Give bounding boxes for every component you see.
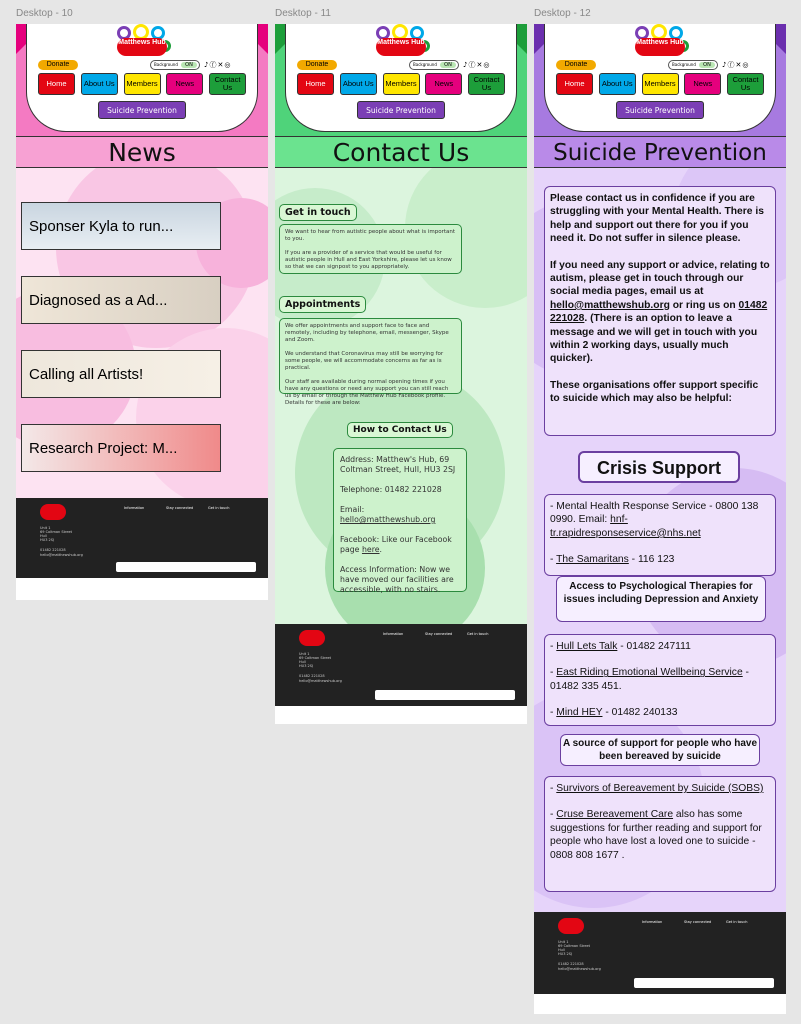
site-header xyxy=(16,24,268,136)
partner-logos xyxy=(116,562,256,572)
donate-button[interactable]: Donate xyxy=(556,60,596,70)
legal-strip xyxy=(275,706,527,724)
rapid-response-email-link[interactable]: hnf-tr.rapidresponseservice@nhs.net xyxy=(550,514,701,539)
site-header xyxy=(275,24,527,136)
background-toggle[interactable]: Background ON xyxy=(668,60,718,70)
contact-email: Email: hello@matthewshub.org xyxy=(340,505,436,524)
contact-details xyxy=(333,448,467,592)
suicide-prevention-button[interactable]: Suicide Prevention xyxy=(616,101,704,119)
footer-col-information: Information xyxy=(383,632,404,636)
prevention-body xyxy=(534,168,786,912)
phone-link[interactable]: 01482 221028 xyxy=(550,299,768,325)
contact-address: Address: Matthew's Hub, 69 Coltman Street, Hull, HU3 2SJ xyxy=(340,455,456,474)
get-in-touch-heading: Get in touch xyxy=(279,204,357,221)
frame-label: Desktop - 11 xyxy=(275,8,331,19)
contact-access: Access Information: Now we have moved our facilities are accessible, with no stairs. xyxy=(340,565,454,594)
main-nav xyxy=(38,73,246,95)
how-to-contact-heading: How to Contact Us xyxy=(347,422,453,438)
partner-logos xyxy=(634,978,774,988)
crisis-support-heading: Crisis Support xyxy=(578,451,740,483)
email-link[interactable]: hello@matthewshub.org xyxy=(340,515,436,524)
nav-members[interactable]: Members xyxy=(642,73,679,95)
donate-button[interactable]: Donate xyxy=(297,60,337,70)
social-icons[interactable]: ♪ⓕ✕◎ xyxy=(722,61,750,69)
nav-contact[interactable]: Contact Us xyxy=(209,73,246,95)
cruse-link[interactable]: Cruse Bereavement Care xyxy=(556,809,674,821)
background-toggle[interactable]: Background ON xyxy=(409,60,459,70)
footer-email[interactable]: hello@matthewshub.org xyxy=(40,553,83,557)
footer-col-touch: Get in touch xyxy=(726,920,748,924)
samaritans-link[interactable]: The Samaritans xyxy=(556,554,629,566)
social-icons[interactable]: ♪ⓕ✕◎ xyxy=(204,61,232,69)
footer-col-social: Stay connected xyxy=(166,506,194,510)
bereavement-heading: A source of support for people who have been bereaved by suicide xyxy=(560,734,760,766)
east-riding-link[interactable]: East Riding Emotional Wellbeing Service xyxy=(556,667,743,679)
mind-hey-link[interactable]: Mind HEY xyxy=(556,707,603,719)
frame-label: Desktop - 10 xyxy=(16,8,73,19)
nav-about[interactable]: About Us xyxy=(81,73,118,95)
footer-phone[interactable]: 01482 221028 xyxy=(40,548,66,552)
facebook-link[interactable]: here xyxy=(361,545,380,554)
page-title: News xyxy=(16,136,268,168)
frame-suicide-prevention xyxy=(534,24,786,1014)
email-link[interactable]: hello@matthewshub.org xyxy=(550,299,670,311)
nav-contact[interactable]: Contact Us xyxy=(727,73,764,95)
legal-strip xyxy=(534,994,786,1014)
news-card[interactable]: Diagnosed as a Ad... xyxy=(21,276,221,324)
news-card[interactable]: Calling all Artists! xyxy=(21,350,221,398)
news-card[interactable]: Sponser Kyla to run... xyxy=(21,202,221,250)
nav-about[interactable]: About Us xyxy=(599,73,636,95)
contact-telephone: Telephone: 01482 221028 xyxy=(340,485,442,494)
nav-contact[interactable]: Contact Us xyxy=(468,73,505,95)
footer-address: Unit 1 69 Coltman Street Hull HU3 2SJ xyxy=(558,940,591,956)
footer-phone[interactable]: 01482 221028 xyxy=(558,962,584,966)
footer-email[interactable]: hello@matthewshub.org xyxy=(558,967,601,971)
site-footer xyxy=(534,912,786,994)
footer-col-information: Information xyxy=(124,506,145,510)
site-header xyxy=(534,24,786,136)
site-footer xyxy=(275,624,527,706)
footer-col-social: Stay connected xyxy=(425,632,453,636)
appointments-heading: Appointments xyxy=(279,296,366,313)
nav-news[interactable]: News xyxy=(684,73,721,95)
footer-col-information: Information xyxy=(642,920,663,924)
main-nav xyxy=(297,73,505,95)
bereavement-box: - Survivors of Bereavement by Suicide (SOBS) - Cruse Bereavement Care also has some suggestions for further reading and support for people who have lost a loved one to suicide - 0808 808 1677 . xyxy=(544,776,776,892)
contact-facebook: Facebook: Like our Facebook page here. xyxy=(340,535,452,554)
site-footer xyxy=(16,498,268,578)
sobs-link[interactable]: Survivors of Bereavement by Suicide (SOBS) xyxy=(556,783,764,794)
partner-logos xyxy=(375,690,515,700)
main-nav xyxy=(556,73,764,95)
page-title: Suicide Prevention xyxy=(534,136,786,168)
nav-home[interactable]: Home xyxy=(297,73,334,95)
suicide-prevention-button[interactable]: Suicide Prevention xyxy=(357,101,445,119)
page-title: Contact Us xyxy=(275,136,527,168)
news-body xyxy=(16,168,268,498)
nav-news[interactable]: News xyxy=(166,73,203,95)
suicide-prevention-button[interactable]: Suicide Prevention xyxy=(98,101,186,119)
appointments-text: We offer appointments and support face to face and remotely, including by telephone, email, messenger, Skype and Zoom. We understand that Coronavirus may still be worrying for some people, we will accommodate concerns as far as is practical. Our staff are available during normal opening times if you have any questions or need any support you can still reach us by email or through the Matthew Hub Facebook profile. Details for these are below: xyxy=(279,318,462,394)
nav-members[interactable]: Members xyxy=(124,73,161,95)
footer-col-touch: Get in touch xyxy=(467,632,489,636)
crisis-support-box: - Mental Health Response Service - 0800 138 0990. Email: hnf-tr.rapidresponseservice@nhs.net - The Samaritans - 116 123 xyxy=(544,494,776,576)
social-icons[interactable]: ♪ⓕ✕◎ xyxy=(463,61,491,69)
get-in-touch-text: We want to hear from autistic people about what is important to you. If you are a provider of a service that would be useful for autistic people in Hull and East Yorkshire, please let us know so that we can signpost to you appropriately. xyxy=(279,224,462,274)
psychological-therapies-heading: Access to Psychological Therapies for issues including Depression and Anxiety xyxy=(556,576,766,622)
legal-strip xyxy=(16,578,268,600)
footer-phone[interactable]: 01482 221028 xyxy=(299,674,325,678)
footer-address: Unit 1 69 Coltman Street Hull HU3 2SJ xyxy=(299,652,332,668)
nav-news[interactable]: News xyxy=(425,73,462,95)
psychological-therapies-box: - Hull Lets Talk - 01482 247111 - East Riding Emotional Wellbeing Service - 01482 335 451. - Mind HEY - 01482 240133 xyxy=(544,634,776,726)
background-toggle[interactable]: Background ON xyxy=(150,60,200,70)
nav-home[interactable]: Home xyxy=(556,73,593,95)
footer-col-social: Stay connected xyxy=(684,920,712,924)
intro-box xyxy=(544,186,776,436)
intro-paragraph-2: If you need any support or advice, relating to autism, please get in touch through our social media pages, email us at hello@matthewshub.org or ring us on 01482 221028. (There is an option to leave a message and we will get in touch with you within 2 working days, usually much quicker). xyxy=(550,259,770,365)
nav-about[interactable]: About Us xyxy=(340,73,377,95)
frame-news xyxy=(16,24,268,600)
contact-body xyxy=(275,168,527,624)
donate-button[interactable]: Donate xyxy=(38,60,78,70)
footer-email[interactable]: hello@matthewshub.org xyxy=(299,679,342,683)
logo[interactable]: Matthews Hub xyxy=(111,26,173,64)
hull-lets-talk-link[interactable]: Hull Lets Talk xyxy=(556,641,618,652)
intro-paragraph-3: These organisations offer support specific to suicide which may also be helpful: xyxy=(550,379,759,405)
logo[interactable]: Matthews Hub xyxy=(370,26,432,64)
nav-home[interactable]: Home xyxy=(38,73,75,95)
logo[interactable]: Matthews Hub xyxy=(629,26,691,64)
news-card[interactable]: Research Project: M... xyxy=(21,424,221,472)
frame-contact xyxy=(275,24,527,724)
frame-label: Desktop - 12 xyxy=(534,8,591,19)
footer-col-touch: Get in touch xyxy=(208,506,230,510)
footer-address: Unit 1 69 Coltman Street Hull HU3 2SJ xyxy=(40,526,73,542)
intro-paragraph-1: Please contact us in confidence if you are struggling with your Mental Health. There is help and support out there for you if you need it. Do not suffer in silence please. xyxy=(550,193,764,245)
nav-members[interactable]: Members xyxy=(383,73,420,95)
